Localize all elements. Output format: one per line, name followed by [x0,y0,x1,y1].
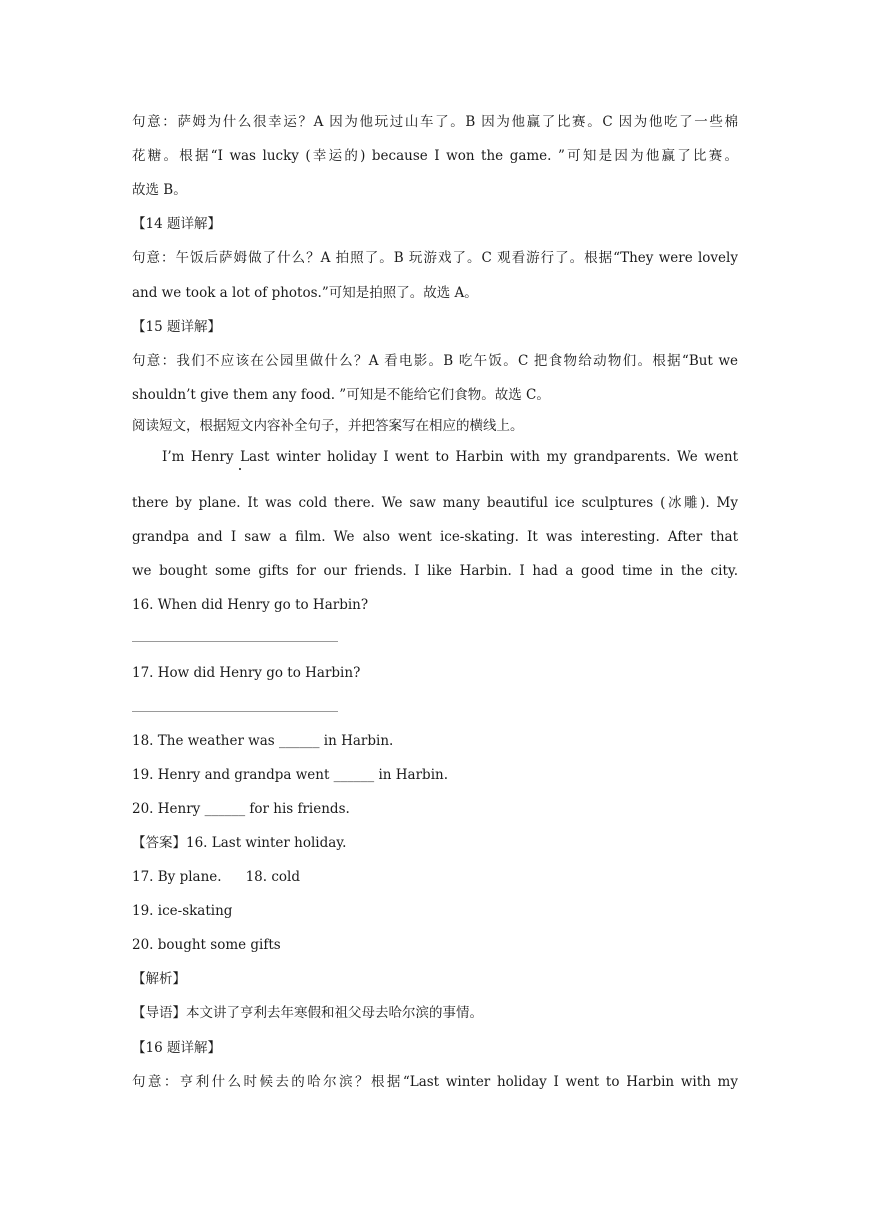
question-17: 17. How did Henry go to Harbin? [132,665,361,681]
explanation-line: shouldn’t give them any food. ”可知是不能给它们食物。故选 C。 [132,387,550,403]
passage-line: I’m Henry Last winter holiday I went to Harbin with my grandparents. We went [162,449,738,465]
lead-in-text: 【导语】本文讲了亨利去年寒假和祖父母去哈尔滨的事情。 [132,1005,483,1021]
section-heading-14: 【14 题详解】 [132,216,221,232]
question-20: 20. Henry ______ for his friends. [132,801,350,817]
instruction-text: 阅读短文，根据短文内容补全句子，并把答案写在相应的横线上。 [132,418,524,434]
answer-20: 20. bought some gifts [132,937,281,953]
section-heading-15: 【15 题详解】 [132,319,221,335]
answer-18: 18. cold [245,869,301,885]
explanation-line: 句意：亨利什么时候去的哈尔滨？根据“Last winter holiday I went to Harbin with my [132,1074,738,1090]
answer-blank-17[interactable] [132,711,338,712]
explanation-line: 故选 B。 [132,182,187,198]
answers-17-18 [132,868,738,886]
question-16: 16. When did Henry go to Harbin? [132,597,369,613]
explanation-line: 句意：我们不应该在公园里做什么？A 看电影。B 吃午饭。C 把食物给动物们。根据“But we [132,353,738,369]
answer-17: 17. By plane. [132,869,222,885]
explanation-line: 花糖。根据“I was lucky (幸运的) because I won the game. ”可知是因为他赢了比赛。 [132,148,738,164]
passage-line: there by plane. It was cold there. We saw many beautiful ice sculptures (冰雕). My [132,495,738,511]
question-19: 19. Henry and grandpa went ______ in Harbin. [132,767,448,783]
section-heading-16: 【16 题详解】 [132,1040,221,1056]
passage-line: we bought some gifts for our friends. I like Harbin. I had a good time in the city. [132,563,738,579]
answer-19: 19. ice-skating [132,903,233,919]
emphasis-dot [239,468,241,470]
answer-16: 【答案】16. Last winter holiday. [132,835,347,851]
passage-line: grandpa and I saw a film. We also went ice-skating. It was interesting. After that [132,529,738,545]
question-18: 18. The weather was ______ in Harbin. [132,733,394,749]
analysis-heading: 【解析】 [132,971,186,987]
explanation-line: 句意：萨姆为什么很幸运？A 因为他玩过山车了。B 因为他赢了比赛。C 因为他吃了一些棉 [132,114,738,130]
explanation-line: and we took a lot of photos.”可知是拍照了。故选 A。 [132,285,478,301]
answer-blank-16[interactable] [132,641,338,642]
explanation-line: 句意：午饭后萨姆做了什么？A 拍照了。B 玩游戏了。C 观看游行了。根据“They were lovely [132,250,738,266]
